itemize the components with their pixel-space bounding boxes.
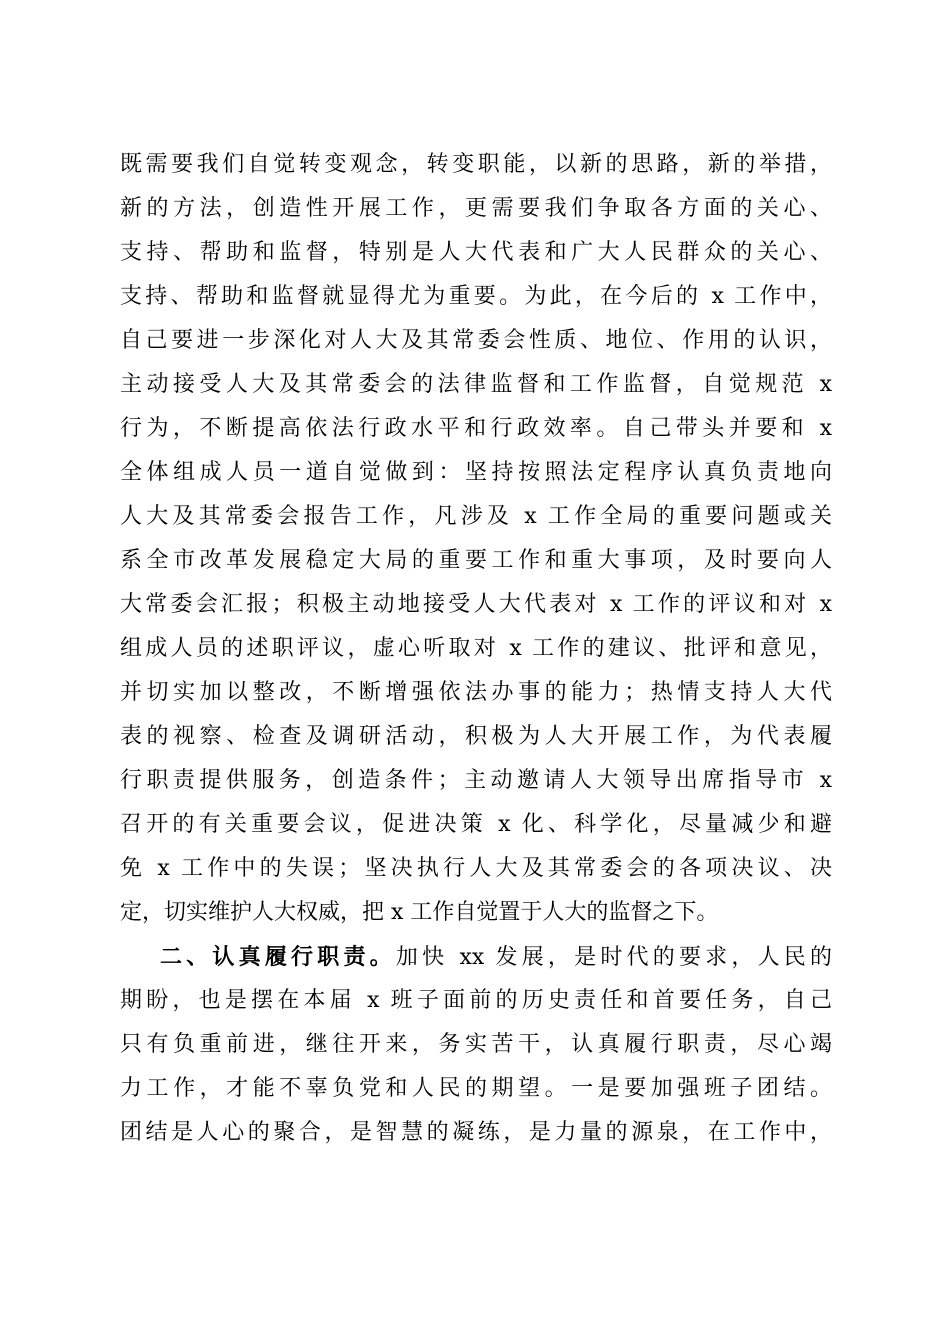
section-heading: 二、认真履行职责。 — [160, 944, 396, 970]
text-line: 既需要我们自觉转变观念，转变职能，以新的思路，新的举措， — [120, 152, 832, 177]
text-line: 大常委会汇报；积极主动地接受人大代表对 x 工作的评议和对 x — [120, 592, 832, 617]
text-line: 组成人员的述职评议，虚心听取对 x 工作的建议、批评和意见， — [120, 636, 832, 661]
text-line: 召开的有关重要会议，促进决策 x 化、科学化，尽量减少和避 — [120, 812, 832, 837]
paragraph-1 — [120, 143, 832, 935]
text-line: 免 x 工作中的失误；坚决执行人大及其常委会的各项决议、决 — [120, 856, 832, 881]
paragraph-2 — [120, 935, 832, 1155]
text-line: 自己要进一步深化对人大及其常委会性质、地位、作用的认识， — [120, 328, 832, 353]
text-line: 人大及其常委会报告工作，凡涉及 x 工作全局的重要问题或关 — [120, 504, 832, 529]
paragraph-first-line — [120, 935, 832, 979]
text-line: 定，切实维护人大权威，把 x 工作自觉置于人大的监督之下。 — [120, 900, 719, 925]
text-line: 行职责提供服务，创造条件；主动邀请人大领导出席指导市 x — [120, 768, 832, 793]
text-line: 新的方法，创造性开展工作，更需要我们争取各方面的关心、 — [120, 196, 832, 221]
text-line: 团结是人心的聚合，是智慧的凝练，是力量的源泉，在工作中， — [120, 1120, 832, 1145]
text-line: 支持、帮助和监督就显得尤为重要。为此，在今后的 x 工作中， — [120, 284, 832, 309]
text-line: 并切实加以整改，不断增强依法办事的能力；热情支持人大代 — [120, 680, 832, 705]
text-line: 行为，不断提高依法行政水平和行政效率。自己带头并要和 x — [120, 416, 832, 441]
heading-continuation: 加快 xx 发展，是时代的要求，人民的 — [395, 945, 832, 970]
text-line: 系全市改革发展稳定大局的重要工作和重大事项，及时要向人 — [120, 548, 832, 573]
text-line: 期盼，也是摆在本届 x 班子面前的历史责任和首要任务，自己 — [120, 988, 832, 1013]
document-body — [120, 143, 832, 1155]
text-line: 表的视察、检查及调研活动，积极为人大开展工作，为代表履 — [120, 724, 832, 749]
text-line: 支持、帮助和监督，特别是人大代表和广大人民群众的关心、 — [120, 240, 832, 265]
text-line: 只有负重前进，继往开来，务实苦干，认真履行职责，尽心竭 — [120, 1032, 832, 1057]
text-line: 力工作，才能不辜负党和人民的期望。一是要加强班子团结。 — [120, 1076, 832, 1101]
text-line: 全体组成人员一道自觉做到：坚持按照法定程序认真负责地向 — [120, 460, 832, 485]
text-line: 主动接受人大及其常委会的法律监督和工作监督，自觉规范 x — [120, 372, 832, 397]
